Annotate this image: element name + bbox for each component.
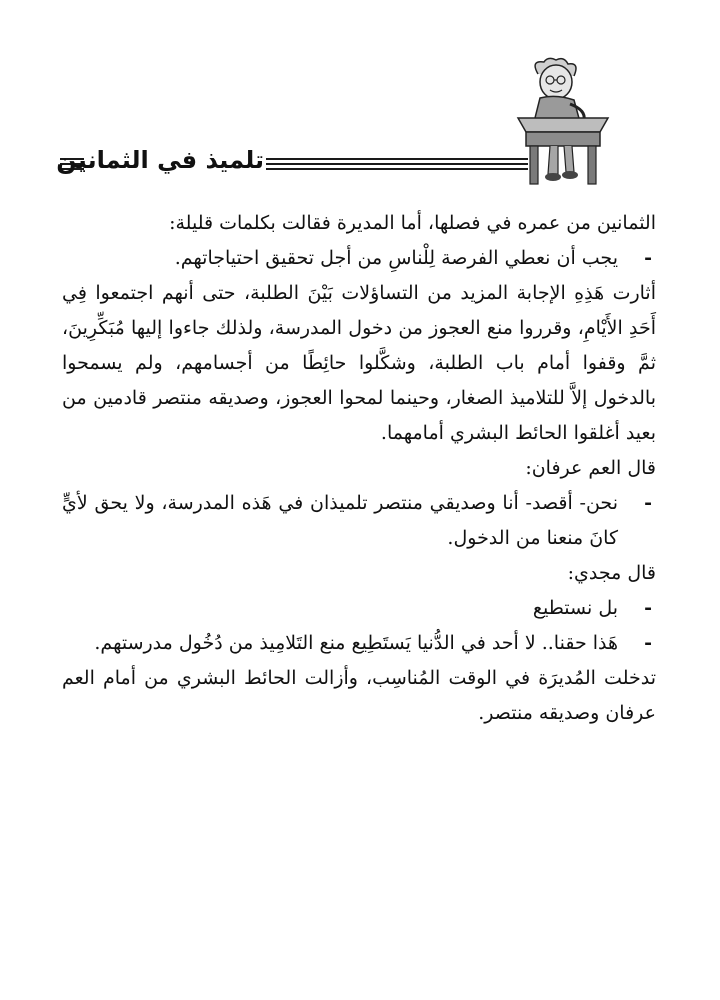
dialogue-line	[62, 591, 656, 626]
bullet-mark: -	[644, 632, 652, 654]
paragraph: قال مجدي:	[567, 562, 656, 584]
paragraph: الثمانين من عمره في فصلها، أما المديرة فقالت بكلمات قليلة:	[169, 212, 656, 234]
dialogue-line	[62, 241, 656, 276]
bullet-mark: -	[644, 492, 652, 514]
bullet-mark: -	[644, 597, 652, 619]
paragraph: قال العم عرفان:	[525, 457, 656, 479]
title-rule-right	[266, 158, 528, 173]
dialogue-text: نحن- أقصد- أنا وصديقي منتصر تلميذان في هَذه المدرسة، ولا يحق لأيٍّ كانَ منعنا من الدخول.	[62, 492, 618, 549]
dialogue-text: بل نستطيع	[532, 597, 618, 619]
old-man-at-desk-illustration	[500, 56, 620, 188]
bullet-mark: -	[644, 247, 652, 269]
dialogue-text: يجب أن نعطي الفرصة لِلْناسِ من أجل تحقيق احتياجاتهم.	[174, 247, 618, 269]
paragraph: تدخلت المُديرَة في الوقت المُناسِب، وأزالت الحائط البشري من أمام العم عرفان وصديقه منتصر.	[62, 667, 656, 724]
dialogue-text: هَذا حقنا.. لا أحد في الدُّنيا يَستَطِيع منع التَلامِيذ من دُخُول مدرستهم.	[94, 632, 618, 654]
dialogue-line	[62, 626, 656, 661]
story-body	[62, 206, 656, 731]
paragraph: أثارت هَذِهِ الإجابة المزيد من التساؤلات بَيْنَ الطلبة، حتى أنهم اجتمعوا فِي أَحَدِ الأَيْامِ، وقرروا منع العجوز من دخول المدرسة، ولذلك جاءوا إليها مُبَكِّرِينَ، ثمَّ وقفوا أمام باب الطلبة، وشكَّلوا حائِطًا من أجسامهم، ولم يسمحوا بالدخول إلاَّ للتلاميذ الصغار، وحينما لمحوا العجوز، وصديقه منتصر قادمين من بعيد أغلقوا الحائط البشري أمامهما.	[62, 282, 656, 444]
chapter-title: تلميذ في الثمانين	[56, 146, 264, 174]
dialogue-line	[62, 486, 656, 556]
